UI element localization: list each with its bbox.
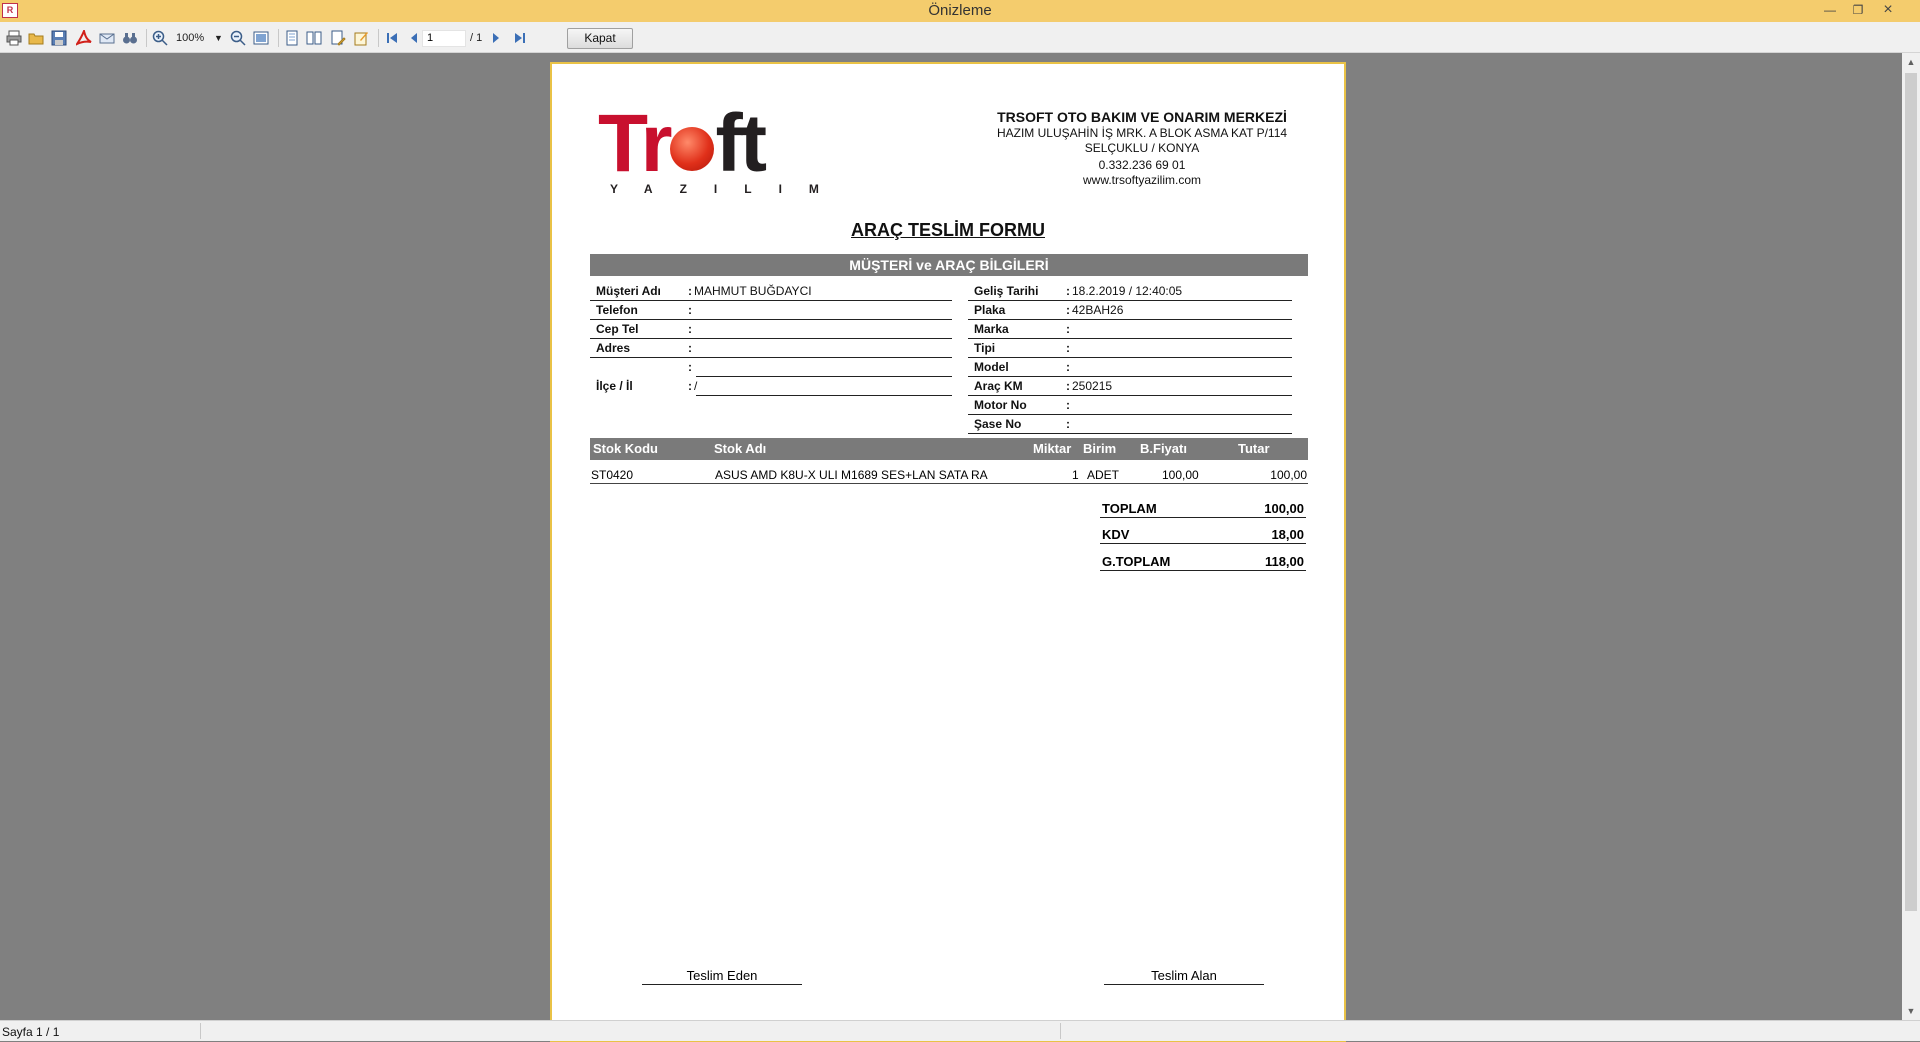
field-label: Cep Tel [596, 322, 639, 336]
totals-row [1100, 496, 1306, 518]
print-icon[interactable] [6, 30, 22, 46]
field-colon: : [1066, 322, 1070, 336]
two-page-icon[interactable] [306, 30, 322, 46]
company-name: TRSOFT OTO BAKIM VE ONARIM MERKEZİ [997, 109, 1287, 125]
col-quantity: Miktar [1033, 441, 1072, 456]
item-qty: 1 [1072, 468, 1079, 482]
info-row [968, 320, 1292, 339]
field-colon: : [688, 341, 692, 355]
report-app-icon[interactable]: R [2, 3, 18, 18]
field-underline [968, 433, 1292, 434]
info-row [590, 377, 952, 396]
company-address-line1: HAZIM ULUŞAHİN İŞ MRK. A BLOK ASMA KAT P/114 [996, 126, 1288, 140]
chevron-down-icon: ▼ [214, 33, 223, 43]
page-number-input[interactable]: 1 [422, 30, 466, 47]
edit-page-icon[interactable] [353, 30, 369, 46]
section-header: MÜŞTERİ ve ARAÇ BİLGİLERİ [590, 254, 1308, 276]
last-page-icon[interactable] [512, 30, 528, 46]
next-page-icon[interactable] [488, 30, 504, 46]
field-label: Telefon [596, 303, 638, 317]
status-divider [200, 1023, 201, 1039]
company-logo [598, 98, 846, 196]
grand-total-label: G.TOPLAM [1102, 554, 1171, 569]
item-unit: ADET [1087, 468, 1120, 482]
field-colon: : [1066, 303, 1070, 317]
scroll-up-icon[interactable]: ▲ [1906, 57, 1916, 67]
field-label: Araç KM [974, 379, 1023, 393]
preview-toolbar [0, 22, 1920, 53]
field-label: Şase No [974, 417, 1022, 431]
info-row [590, 320, 952, 339]
field-label: Tipi [974, 341, 996, 355]
open-folder-icon[interactable] [28, 30, 44, 46]
info-row [590, 339, 952, 358]
field-colon: : [688, 322, 692, 336]
vat-value: 18,00 [1271, 527, 1304, 542]
info-row [968, 415, 1292, 434]
field-colon: : [688, 379, 692, 393]
previous-page-icon[interactable] [406, 30, 422, 46]
item-code: ST0420 [591, 468, 634, 482]
company-phone: 0.332.236 69 01 [1098, 158, 1186, 172]
info-row [968, 358, 1292, 377]
col-total: Tutar [1238, 441, 1270, 456]
field-colon: : [1066, 379, 1070, 393]
items-table-header [590, 438, 1308, 460]
form-title: ARAÇ TESLİM FORMU [851, 220, 1045, 240]
info-row [968, 377, 1292, 396]
field-colon: : [688, 360, 692, 374]
scrollbar-thumb[interactable] [1905, 73, 1917, 911]
info-row [968, 396, 1292, 415]
toolbar-separator [378, 29, 379, 47]
field-value: 18.2.2019 / 12:40:05 [1072, 284, 1183, 298]
field-colon: : [1066, 398, 1070, 412]
fit-page-icon[interactable] [253, 30, 269, 46]
field-value: / [694, 379, 698, 393]
field-value: MAHMUT BUĞDAYCI [694, 284, 812, 298]
info-row [590, 301, 952, 320]
close-button[interactable]: Kapat [567, 28, 633, 49]
logo-wordmark: Tr ft [598, 98, 765, 189]
field-label: Model [974, 360, 1009, 374]
field-colon: : [1066, 284, 1070, 298]
signature-received-by: Teslim Alan [1104, 968, 1264, 985]
minimize-icon[interactable]: — [1824, 3, 1836, 17]
info-row [968, 339, 1292, 358]
company-address-line2: SELÇUKLU / KONYA [1084, 141, 1200, 155]
logo-tagline: YAZILIM [610, 182, 846, 196]
zoom-in-icon[interactable] [152, 30, 168, 46]
first-page-icon[interactable] [384, 30, 400, 46]
total-value: 100,00 [1264, 501, 1304, 516]
report-page [550, 62, 1346, 1042]
field-label: Adres [596, 341, 631, 355]
field-label: İlçe / İl [596, 379, 633, 393]
close-icon[interactable]: × [1883, 1, 1893, 18]
info-row [968, 301, 1292, 320]
status-divider [1060, 1023, 1061, 1039]
vat-label: KDV [1102, 527, 1130, 542]
window-titlebar [0, 0, 1920, 22]
field-value: 250215 [1072, 379, 1113, 393]
window-title: Önizleme [928, 2, 992, 19]
totals-row [1100, 549, 1306, 571]
field-label: Motor No [974, 398, 1027, 412]
page-status: Sayfa 1 / 1 [2, 1025, 60, 1039]
field-label: Marka [974, 322, 1009, 336]
single-page-icon[interactable] [284, 30, 300, 46]
total-label: TOPLAM [1102, 501, 1157, 516]
zoom-out-icon[interactable] [230, 30, 246, 46]
signature-delivered-by: Teslim Eden [642, 968, 802, 985]
field-colon: : [688, 303, 692, 317]
company-info [952, 108, 1332, 188]
status-bar [0, 1020, 1920, 1041]
field-label: Müşteri Adı [596, 284, 661, 298]
zoom-value: 100% [176, 32, 205, 44]
totals-row [1100, 522, 1306, 544]
scroll-down-icon[interactable]: ▼ [1906, 1006, 1916, 1016]
item-price: 100,00 [1162, 468, 1199, 482]
toolbar-separator [146, 29, 147, 47]
email-icon[interactable] [99, 30, 115, 46]
col-stock-name: Stok Adı [714, 441, 767, 456]
item-total: 100,00 [1270, 468, 1307, 482]
col-unit-price: B.Fiyatı [1140, 441, 1187, 456]
field-colon: : [1066, 417, 1070, 431]
find-binoculars-icon[interactable] [122, 30, 138, 46]
field-label: Plaka [974, 303, 1006, 317]
save-icon[interactable] [51, 30, 67, 46]
col-unit: Birim [1083, 441, 1117, 456]
toolbar-separator [278, 29, 279, 47]
field-colon: : [1066, 341, 1070, 355]
info-row [590, 282, 952, 301]
info-row [590, 358, 952, 377]
pdf-export-icon[interactable] [76, 30, 92, 46]
col-stock-code: Stok Kodu [593, 441, 658, 456]
field-colon: : [1066, 360, 1070, 374]
page-total: / 1 [470, 32, 483, 44]
zoom-select[interactable] [176, 30, 224, 47]
field-colon: : [688, 284, 692, 298]
page-setup-icon[interactable] [330, 30, 346, 46]
field-label: Geliş Tarihi [974, 284, 1039, 298]
vertical-scrollbar[interactable] [1902, 53, 1920, 1020]
item-name: ASUS AMD K8U-X ULI M1689 SES+LAN SATA RA [715, 468, 988, 482]
info-row [968, 282, 1292, 301]
grand-total-value: 118,00 [1264, 554, 1304, 569]
field-underline [696, 395, 952, 396]
restore-icon[interactable]: ❐ [1852, 3, 1864, 17]
company-website: www.trsoftyazilim.com [1082, 173, 1201, 187]
field-value: 42BAH26 [1072, 303, 1124, 317]
table-row [590, 464, 1308, 484]
